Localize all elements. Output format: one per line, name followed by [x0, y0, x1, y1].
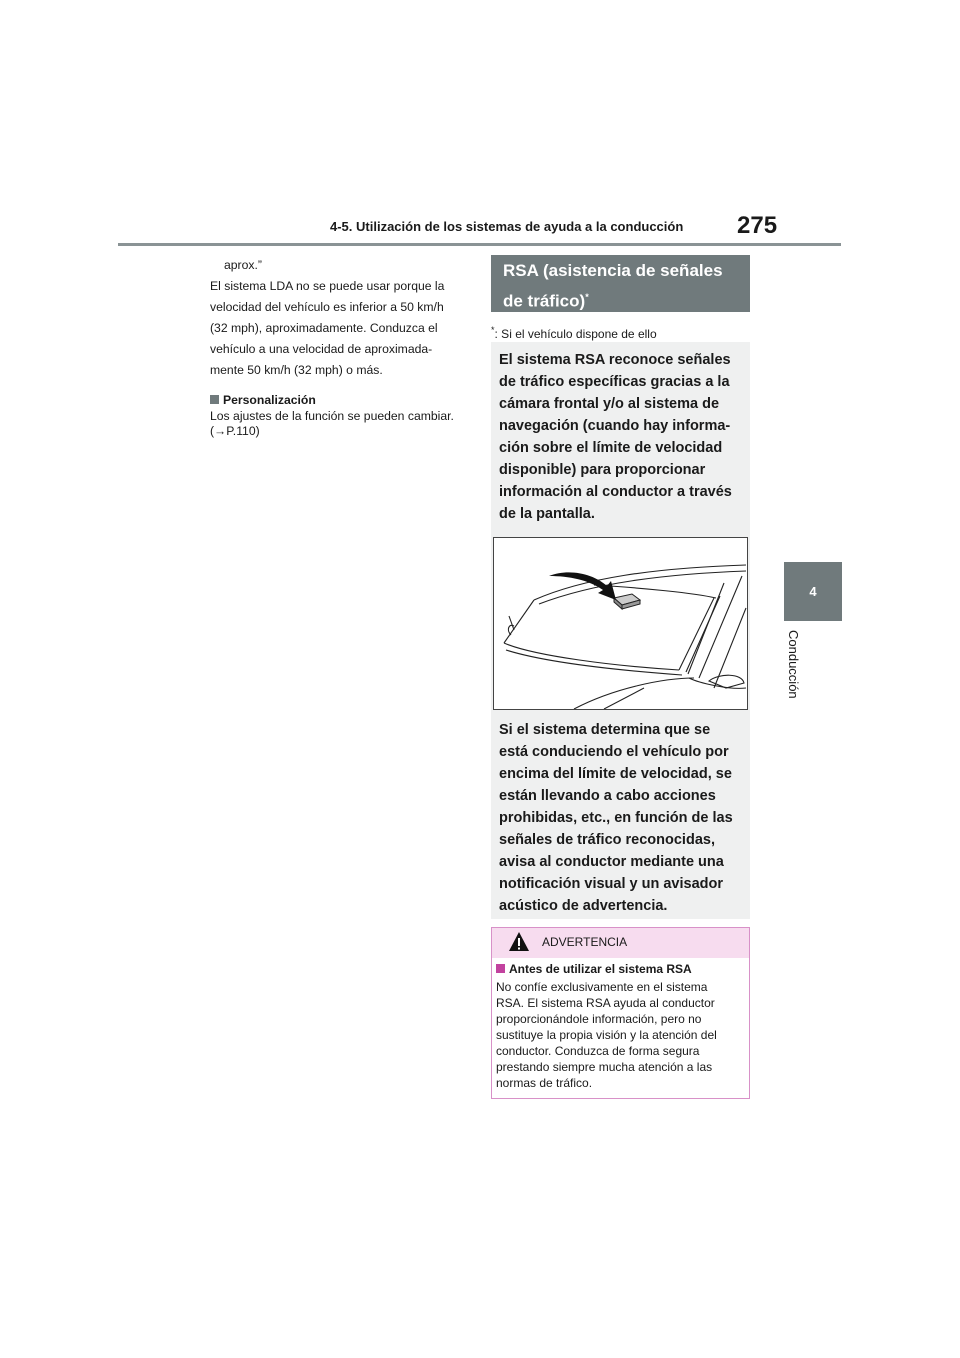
page-number: 275	[737, 212, 778, 239]
chapter-label-text: Conducción	[786, 630, 801, 699]
warning-body: No confíe exclusivamente en el sistema RSA. El sistema RSA ayuda al conductor proporcionándole información, pero no sustituye la propia visión y la atención del conductor. Conduzca de forma segura prestando siempre mucha atención a las normas de tráfico.	[496, 980, 717, 1090]
footnote: *: Si el vehículo dispone de ello	[491, 325, 657, 341]
chapter-label	[783, 630, 803, 710]
customization-line: Los ajustes de la función se pueden cambiar.	[210, 409, 454, 423]
car-windshield-icon	[494, 538, 747, 709]
lda-line: El sistema LDA no se puede usar porque la	[210, 279, 445, 293]
page-reference-link[interactable]: (→P.110)	[210, 424, 260, 438]
chapter-number: 4	[809, 584, 817, 599]
warning-title: ADVERTENCIA	[542, 935, 628, 949]
square-bullet-icon	[496, 964, 505, 973]
square-bullet-icon	[210, 395, 219, 404]
warning-subheading: Antes de utilizar el sistema RSA	[496, 962, 692, 976]
chapter-tab	[784, 562, 842, 621]
footnote-marker: *	[585, 292, 589, 302]
section-title	[491, 255, 750, 312]
lda-line: mente 50 km/h (32 mph) o más.	[210, 363, 383, 377]
continuation-text: aprox.”	[224, 258, 262, 272]
lda-line: vehículo a una velocidad de aproximada-	[210, 342, 433, 356]
rsa-detail: Si el sistema determina que se está conduciendo el vehículo por encima del límite de velocidad, se están llevando a cabo acciones prohibidas, etc., en función de las señales de tráfico reconocidas, avisa al conductor mediante una notificación visual y un avisador acústico de advertencia.	[499, 722, 733, 914]
section-title-line: RSA (asistencia de señales	[503, 261, 723, 280]
rsa-intro: El sistema RSA reconoce señales de tráfico específicas gracias a la cámara frontal y/o al sistema de navegación (cuando hay informa- ción sobre el límite de velocidad disponible) para proporcionar información al conductor a través de la pantalla.	[499, 352, 732, 522]
lda-line: velocidad del vehículo es inferior a 50 km/h	[210, 300, 444, 314]
customization-heading: Personalización	[210, 391, 470, 409]
running-header: 4-5. Utilización de los sistemas de ayuda a la conducción	[330, 219, 684, 234]
header-divider	[118, 243, 841, 246]
left-column	[210, 255, 470, 439]
windshield-camera-illustration	[493, 537, 748, 710]
warning-triangle-icon	[508, 931, 530, 953]
lda-line: (32 mph), aproximadamente. Conduzca el	[210, 321, 438, 335]
section-title-line: de tráfico)*	[503, 291, 589, 311]
